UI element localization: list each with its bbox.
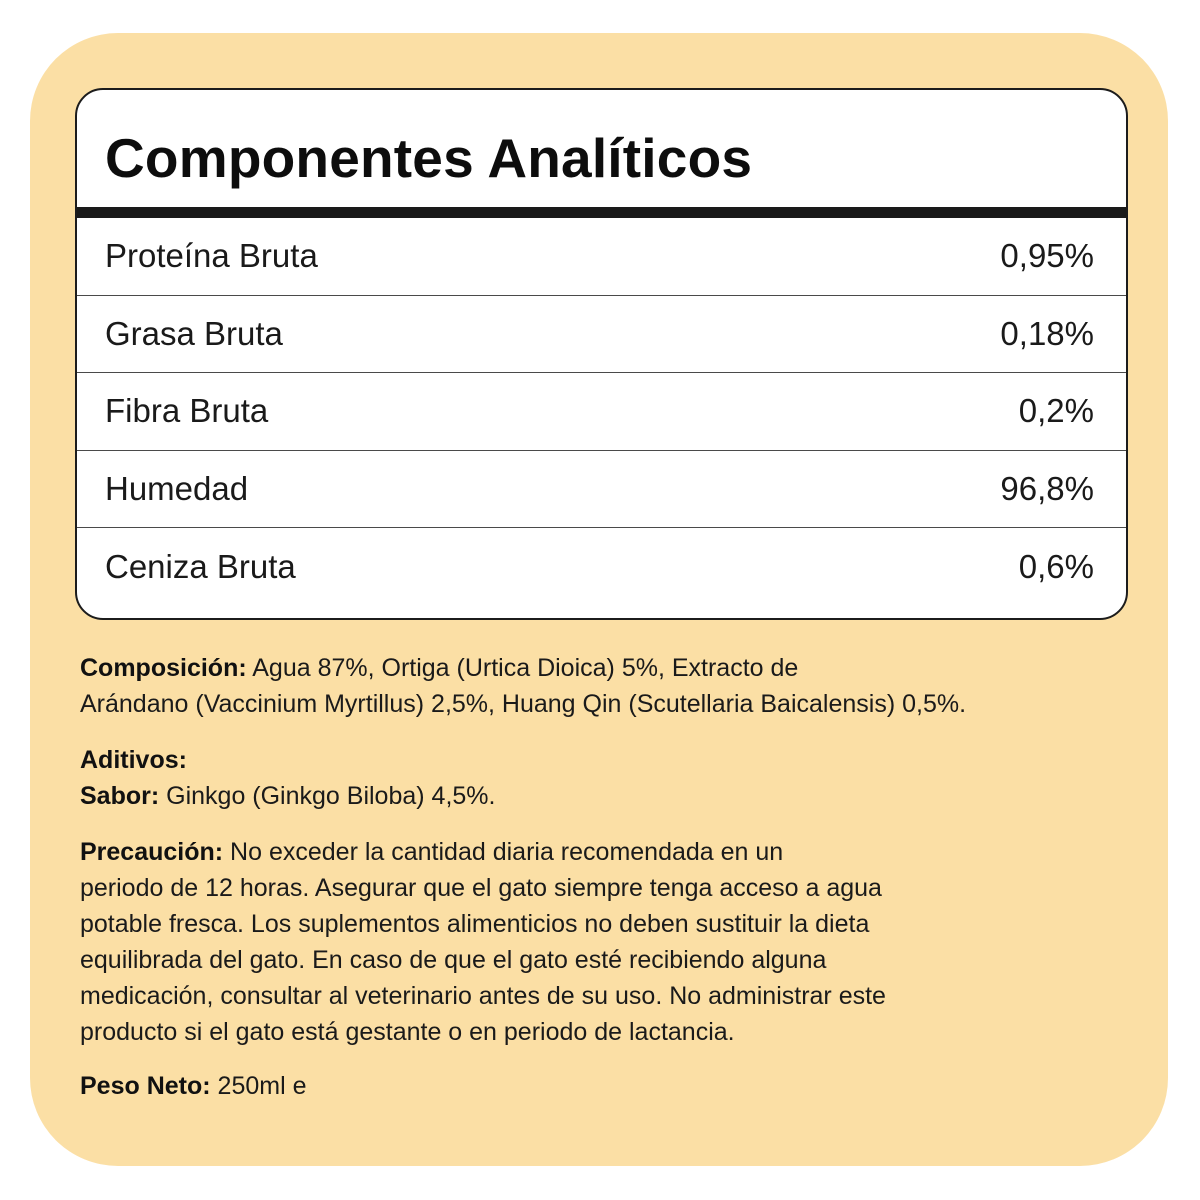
row-label: Proteína Bruta (105, 237, 318, 275)
row-value: 0,6% (1018, 547, 1094, 585)
row-value: 96,8% (1000, 469, 1094, 507)
composition-text: Agua 87%, Ortiga (Urtica Dioica) 5%, Extracto de (246, 654, 799, 682)
row-label: Humedad (105, 469, 249, 507)
table-title: Componentes Analíticos (105, 127, 753, 189)
composition-text-continued: Arándano (Vaccinium Myrtillus) 2,5%, Huang Qin (Scutellaria Baicalensis) 0,5%. (80, 690, 967, 718)
caution-line: equilibrada del gato. En caso de que el gato esté recibiendo alguna (80, 946, 827, 974)
table-row (77, 451, 1126, 529)
composition-paragraph (80, 650, 1120, 722)
row-value: 0,18% (1000, 314, 1094, 352)
additives-paragraph (80, 742, 1120, 778)
product-info (80, 650, 1120, 1104)
analytical-rows (77, 218, 1126, 606)
table-row (77, 373, 1126, 451)
analytical-components-table (75, 88, 1128, 620)
caution-line: medicación, consultar al veterinario antes de su uso. No administrar este (80, 982, 886, 1010)
row-label: Grasa Bruta (105, 314, 283, 352)
composition-label: Composición: (80, 654, 247, 682)
caution-line: periodo de 12 horas. Asegurar que el gato siempre tenga acceso a agua (80, 874, 882, 902)
net-weight-value: 250ml e (210, 1072, 307, 1100)
caution-label: Precaución: (80, 838, 224, 866)
caution-line: potable fresca. Los suplementos alimenticios no deben sustituir la dieta (80, 910, 870, 938)
title-divider (77, 207, 1126, 218)
flavor-label: Sabor: (80, 782, 160, 810)
table-row (77, 218, 1126, 296)
row-label: Fibra Bruta (105, 392, 269, 430)
row-label: Ceniza Bruta (105, 547, 296, 585)
caution-paragraph (80, 834, 1120, 1050)
table-row (77, 296, 1126, 374)
net-weight-paragraph (80, 1068, 1120, 1104)
net-weight-label: Peso Neto: (80, 1072, 211, 1100)
caution-line: producto si el gato está gestante o en periodo de lactancia. (80, 1018, 735, 1046)
table-row (77, 528, 1126, 606)
row-value: 0,2% (1018, 392, 1094, 430)
caution-line: No exceder la cantidad diaria recomendada en un (223, 838, 784, 866)
additives-label: Aditivos: (80, 746, 187, 774)
flavor-text: Ginkgo (Ginkgo Biloba) 4,5%. (159, 782, 496, 810)
row-value: 0,95% (1000, 237, 1094, 275)
flavor-paragraph (80, 778, 1120, 814)
